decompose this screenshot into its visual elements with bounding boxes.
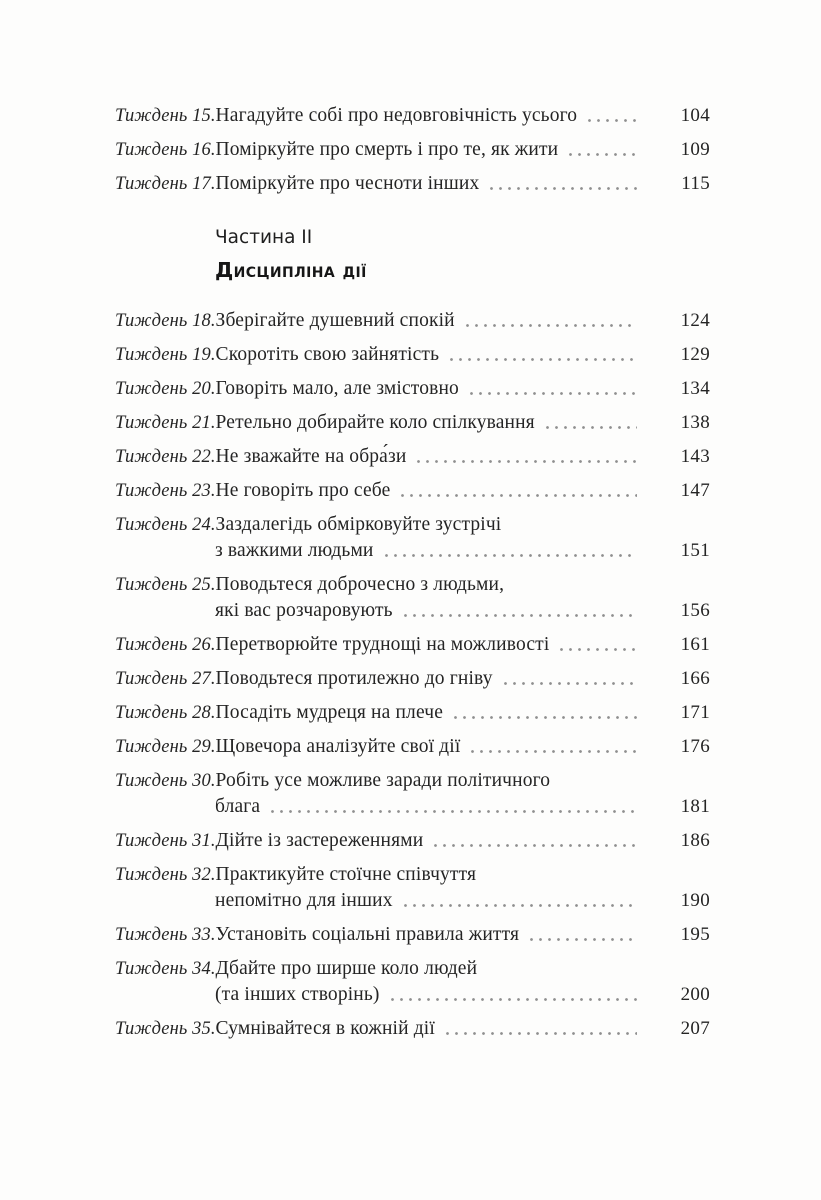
- toc-entry: [115, 444, 710, 470]
- toc-entry: [115, 956, 710, 1008]
- page-number: 143: [680, 446, 710, 467]
- toc-entry: [115, 308, 710, 334]
- week-label: Тиждень 17.: [115, 174, 216, 194]
- toc-entry: [115, 922, 710, 948]
- entry-title: Нагадуйте собі про недовговічність усього: [215, 105, 578, 126]
- toc-entry: [115, 632, 710, 658]
- toc-entry: [115, 103, 710, 129]
- entry-title: Ретельно добирайте коло спілкування: [215, 412, 535, 433]
- entry-title: Поміркуйте про чесноти інших: [215, 173, 480, 194]
- page-number: 181: [680, 796, 710, 817]
- dot-leader: [530, 922, 637, 948]
- week-label: Тиждень 20.: [115, 379, 216, 399]
- week-label: Тиждень 28.: [115, 703, 216, 723]
- toc-entry-line: [115, 888, 710, 914]
- toc-entry-line: [115, 862, 710, 888]
- toc-entry: [115, 171, 710, 197]
- entry-title: Поводьтеся протилежно до гніву: [215, 668, 493, 689]
- page-number: 186: [680, 830, 710, 851]
- toc-entry-line: [115, 700, 710, 726]
- dot-leader: [446, 1016, 637, 1042]
- page-number: 200: [680, 984, 710, 1005]
- toc-entry-line: [115, 956, 710, 982]
- dot-leader: [404, 888, 637, 914]
- week-label: Тиждень 18.: [115, 311, 216, 331]
- toc-entry: [115, 666, 710, 692]
- entry-title: які вас розчаровують: [215, 600, 393, 621]
- toc-entry-line: [115, 982, 710, 1008]
- page-number: 134: [680, 378, 710, 399]
- dot-leader: [434, 828, 637, 854]
- entry-title: Скоротіть свою зайнятість: [215, 344, 440, 365]
- page-number: 124: [680, 310, 710, 331]
- week-label: Тиждень 30.: [115, 771, 216, 791]
- page-number: 156: [680, 600, 710, 621]
- page-number: 151: [680, 540, 710, 561]
- toc-entry-line: [115, 666, 710, 692]
- page-number: 171: [680, 702, 710, 723]
- page-number: 115: [681, 173, 710, 194]
- dot-leader: [546, 410, 637, 436]
- week-label: Тиждень 15.: [115, 106, 216, 126]
- week-label: Тиждень 31.: [115, 831, 216, 851]
- toc-entry-line: [115, 512, 710, 538]
- week-label: Тиждень 32.: [115, 865, 216, 885]
- toc-entry: [115, 1016, 710, 1042]
- dot-leader: [385, 538, 637, 564]
- toc-entries-bottom: [115, 308, 710, 1042]
- part-kicker: Частина II: [215, 227, 313, 248]
- toc-entry: [115, 828, 710, 854]
- page-number: 190: [680, 890, 710, 911]
- dot-leader: [391, 982, 637, 1008]
- week-label: Тиждень 22.: [115, 447, 216, 467]
- entry-title: Установіть соціальні правила життя: [215, 924, 520, 945]
- dot-leader: [450, 342, 637, 368]
- dot-leader: [569, 137, 637, 163]
- toc-entry-line: [115, 137, 710, 163]
- entry-title: Дбайте про ширше коло людей: [215, 958, 478, 979]
- week-label: Тиждень 19.: [115, 345, 216, 365]
- entry-title: Заздалегідь обмірковуйте зустрічі: [215, 514, 502, 535]
- dot-leader: [401, 478, 637, 504]
- toc-entry: [115, 512, 710, 564]
- dot-leader: [588, 103, 637, 129]
- week-label: Тиждень 24.: [115, 515, 216, 535]
- toc-entry: [115, 478, 710, 504]
- toc-entry: [115, 734, 710, 760]
- entry-title: Дійте із застереженнями: [215, 830, 424, 851]
- dot-leader: [271, 794, 637, 820]
- entry-title: Перетворюйте труднощі на можливості: [215, 634, 550, 655]
- dot-leader: [417, 444, 637, 470]
- toc-entries-top: [115, 103, 710, 197]
- toc-entry-line: [115, 308, 710, 334]
- dot-leader: [454, 700, 637, 726]
- toc-entry: [115, 768, 710, 820]
- dot-leader: [560, 632, 637, 658]
- week-label: Тиждень 29.: [115, 737, 216, 757]
- dot-leader: [404, 598, 637, 624]
- toc-entry-line: [115, 768, 710, 794]
- entry-title: Не зважайте на обра́зи: [215, 446, 407, 467]
- week-label: Тиждень 27.: [115, 669, 216, 689]
- toc-entry: [115, 700, 710, 726]
- toc-entry-line: [115, 572, 710, 598]
- toc-entry: [115, 862, 710, 914]
- dot-leader: [490, 171, 637, 197]
- entry-title: Робіть усе можливе заради політичного: [215, 770, 551, 791]
- toc-entry-line: [115, 171, 710, 197]
- dot-leader: [471, 734, 637, 760]
- page-number: 176: [680, 736, 710, 757]
- entry-title: блага: [215, 796, 261, 817]
- toc-entry-line: [115, 478, 710, 504]
- toc-entry: [115, 342, 710, 368]
- toc-entry-line: [115, 598, 710, 624]
- entry-title: Поміркуйте про смерть і про те, як жити: [215, 139, 559, 160]
- toc-entry: [115, 572, 710, 624]
- entry-title: непомітно для інших: [215, 890, 393, 911]
- page-number: 129: [680, 344, 710, 365]
- entry-title: Зберігайте душевний спокій: [215, 310, 455, 331]
- dot-leader: [504, 666, 637, 692]
- entry-title: Говоріть мало, але змістовно: [215, 378, 459, 399]
- dot-leader: [470, 376, 637, 402]
- toc-entry-line: [115, 103, 710, 129]
- page-number: 195: [680, 924, 710, 945]
- page-number: 138: [680, 412, 710, 433]
- week-label: Тиждень 35.: [115, 1019, 216, 1039]
- dot-leader: [466, 308, 637, 334]
- entry-title: Щовечора аналізуйте свої дії: [215, 736, 461, 757]
- week-label: Тиждень 21.: [115, 413, 216, 433]
- week-label: Тиждень 23.: [115, 481, 216, 501]
- entry-title: Практикуйте стоїчне співчуття: [215, 864, 477, 885]
- page-number: 147: [680, 480, 710, 501]
- toc-entry: [115, 137, 710, 163]
- week-label: Тиждень 25.: [115, 575, 216, 595]
- toc-entry: [115, 376, 710, 402]
- week-label: Тиждень 16.: [115, 140, 216, 160]
- toc-entry-line: [115, 376, 710, 402]
- week-label: Тиждень 33.: [115, 925, 216, 945]
- part-title: Дисципліна дії: [215, 258, 367, 282]
- week-label: Тиждень 26.: [115, 635, 216, 655]
- entry-title: Поводьтеся доброчесно з людьми,: [215, 574, 505, 595]
- week-label: Тиждень 34.: [115, 959, 216, 979]
- toc-entry-line: [115, 538, 710, 564]
- entry-title: з важкими людьми: [215, 540, 374, 561]
- page-number: 161: [680, 634, 710, 655]
- toc-entry-line: [115, 794, 710, 820]
- table-of-contents: [115, 103, 710, 1042]
- entry-title: Сумнівайтеся в кожній дії: [215, 1018, 435, 1039]
- toc-entry-line: [115, 828, 710, 854]
- toc-entry-line: [115, 734, 710, 760]
- toc-entry-line: [115, 922, 710, 948]
- entry-title: Не говоріть про себе: [215, 480, 391, 501]
- toc-entry-line: [115, 632, 710, 658]
- toc-entry-line: [115, 342, 710, 368]
- toc-entry-line: [115, 1016, 710, 1042]
- page-number: 104: [680, 105, 710, 126]
- entry-title: (та інших створінь): [215, 984, 380, 1005]
- page-number: 109: [680, 139, 710, 160]
- toc-entry-line: [115, 410, 710, 436]
- part-heading: [215, 223, 710, 287]
- toc-entry-line: [115, 444, 710, 470]
- page-number: 166: [680, 668, 710, 689]
- toc-entry: [115, 410, 710, 436]
- entry-title: Посадіть мудреця на плече: [215, 702, 444, 723]
- page-number: 207: [680, 1018, 710, 1039]
